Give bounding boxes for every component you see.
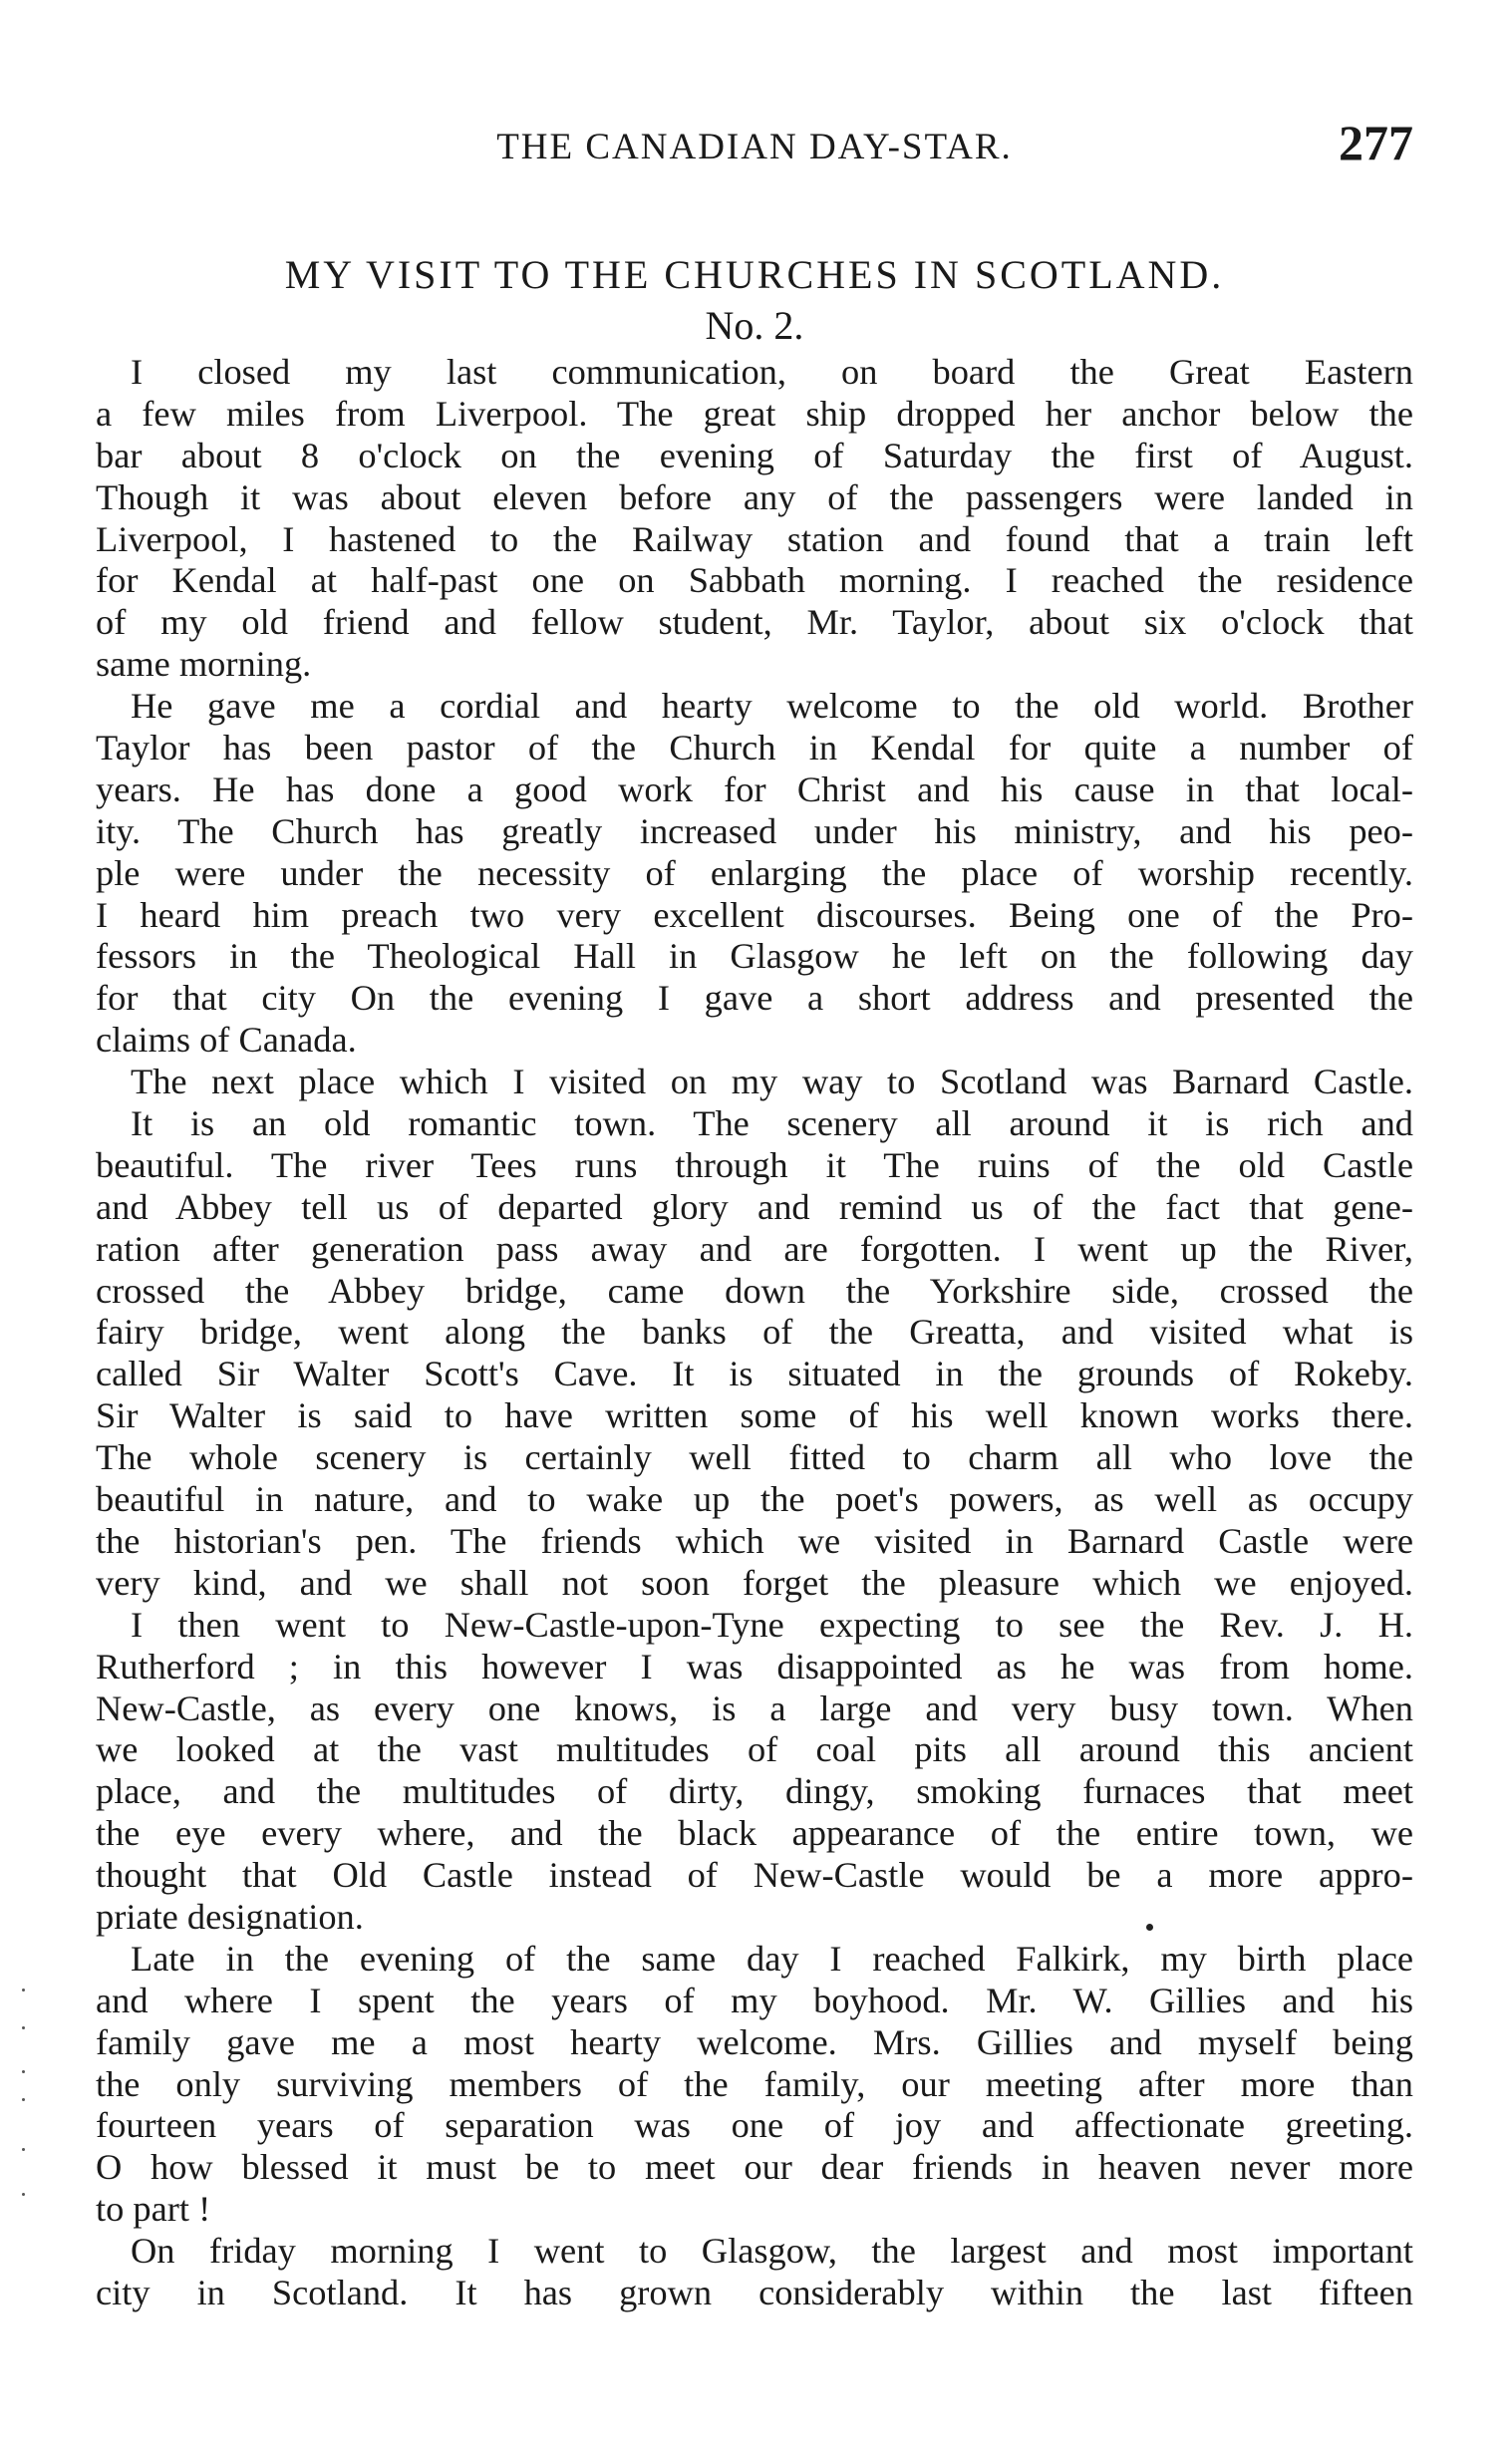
margin-specks bbox=[16, 1979, 38, 2238]
text-line: Late in the evening of the same day I reached Falkirk, my birth place bbox=[131, 1938, 1413, 1979]
text-line: beautiful in nature, and to wake up the poet's powers, as well as occupy bbox=[96, 1479, 1413, 1520]
text-line: Taylor has been pastor of the Church in Kendal for quite a number of bbox=[96, 728, 1413, 768]
text-line: ple were under the necessity of enlarging the place of worship recently. bbox=[96, 852, 1413, 893]
text-line: He gave me a cordial and hearty welcome to the old world. Brother bbox=[131, 686, 1413, 727]
text-line: Though it was about eleven before any of the passengers were landed in bbox=[96, 476, 1413, 517]
text-line: for Kendal at half-past one on Sabbath morning. I reached the residence bbox=[96, 560, 1413, 601]
text-line: bar about 8 o'clock on the evening of Saturday the first of August. bbox=[96, 435, 1413, 475]
text-line: the only surviving members of the family, our meeting after more than bbox=[96, 2063, 1413, 2104]
text-line: place, and the multitudes of dirty, dingy, smoking furnaces that meet bbox=[96, 1771, 1413, 1812]
text-line: same morning. bbox=[96, 644, 312, 685]
text-line: years. He has done a good work for Christ and his cause in that local- bbox=[96, 768, 1413, 809]
text-line: and where I spent the years of my boyhood. Mr. W. Gillies and his bbox=[96, 1980, 1413, 2020]
text-line: a few miles from Liverpool. The great ship dropped her anchor below the bbox=[96, 393, 1413, 434]
text-line: Sir Walter is said to have written some of his well known works there. bbox=[96, 1395, 1413, 1436]
text-line: city in Scotland. It has grown considerably within the last fifteen bbox=[96, 2272, 1413, 2312]
page-number: 277 bbox=[1339, 115, 1413, 170]
text-line: fairy bridge, went along the banks of the Greatta, and visited what is bbox=[96, 1312, 1413, 1353]
text-line: The whole scenery is certainly well fitted to charm all who love the bbox=[96, 1437, 1413, 1478]
text-line: On friday morning I went to Glasgow, the largest and most important bbox=[131, 2231, 1413, 2272]
text-line: to part ! bbox=[96, 2189, 211, 2230]
text-line: the historian's pen. The friends which we visited in Barnard Castle were bbox=[96, 1520, 1413, 1561]
text-line: the eye every where, and the black appearance of the entire town, we bbox=[96, 1813, 1413, 1854]
text-line: Rutherford ; in this however I was disappointed as he was from home. bbox=[96, 1646, 1413, 1686]
text-line: called Sir Walter Scott's Cave. It is situated in the grounds of Rokeby. bbox=[96, 1354, 1413, 1394]
ink-speck bbox=[22, 2098, 25, 2101]
text-line: thought that Old Castle instead of New-Castle would be a more appro- bbox=[96, 1855, 1413, 1896]
text-line: priate designation. bbox=[96, 1896, 364, 1937]
text-line: for that city On the evening I gave a short address and presented the bbox=[96, 978, 1413, 1019]
text-line: family gave me a most hearty welcome. Mrs. Gillies and myself being bbox=[96, 2021, 1413, 2062]
page-header bbox=[96, 115, 1413, 177]
text-line: O how blessed it must be to meet our dear friends in heaven never more bbox=[96, 2147, 1413, 2188]
article-body bbox=[96, 352, 1413, 2314]
ink-speck bbox=[22, 2070, 25, 2073]
text-line: New-Castle, as every one knows, is a large and very busy town. When bbox=[96, 1687, 1413, 1728]
ink-speck bbox=[1146, 1924, 1153, 1931]
article-subtitle: No. 2. bbox=[705, 303, 804, 348]
text-line: I heard him preach two very excellent discourses. Being one of the Pro- bbox=[96, 894, 1413, 935]
text-line: I closed my last communication, on board the Great Eastern bbox=[131, 352, 1413, 392]
text-line: I then went to New-Castle-upon-Tyne expecting to see the Rev. J. H. bbox=[131, 1604, 1413, 1645]
ink-speck bbox=[22, 2026, 25, 2029]
ink-speck bbox=[22, 1989, 25, 1992]
text-line: beautiful. The river Tees runs through it The ruins of the old Castle bbox=[96, 1144, 1413, 1185]
text-line: of my old friend and fellow student, Mr. Taylor, about six o'clock that bbox=[96, 602, 1413, 643]
article-title: MY VISIT TO THE CHURCHES IN SCOTLAND. bbox=[284, 252, 1225, 297]
text-line: claims of Canada. bbox=[96, 1020, 357, 1061]
text-line: The next place which I visited on my way to Scotland was Barnard Castle. bbox=[131, 1062, 1413, 1102]
text-line: ity. The Church has greatly increased under his ministry, and his peo- bbox=[96, 810, 1413, 851]
ink-speck bbox=[22, 2148, 25, 2151]
text-line: Liverpool, I hastened to the Railway station and found that a train left bbox=[96, 518, 1413, 559]
text-line: crossed the Abbey bridge, came down the Yorkshire side, crossed the bbox=[96, 1270, 1413, 1311]
text-line: very kind, and we shall not soon forget the pleasure which we enjoyed. bbox=[96, 1562, 1413, 1603]
text-line: fessors in the Theological Hall in Glasgow he left on the following day bbox=[96, 936, 1413, 977]
text-line: and Abbey tell us of departed glory and remind us of the fact that gene- bbox=[96, 1186, 1413, 1227]
text-line: we looked at the vast multitudes of coal pits all around this ancient bbox=[96, 1729, 1413, 1770]
text-line: It is an old romantic town. The scenery all around it is rich and bbox=[131, 1103, 1413, 1144]
text-line: fourteen years of separation was one of joy and affectionate greeting. bbox=[96, 2105, 1413, 2146]
running-head: THE CANADIAN DAY-STAR. bbox=[496, 127, 1013, 167]
ink-speck bbox=[22, 2193, 25, 2196]
text-line: ration after generation pass away and are forgotten. I went up the River, bbox=[96, 1228, 1413, 1269]
